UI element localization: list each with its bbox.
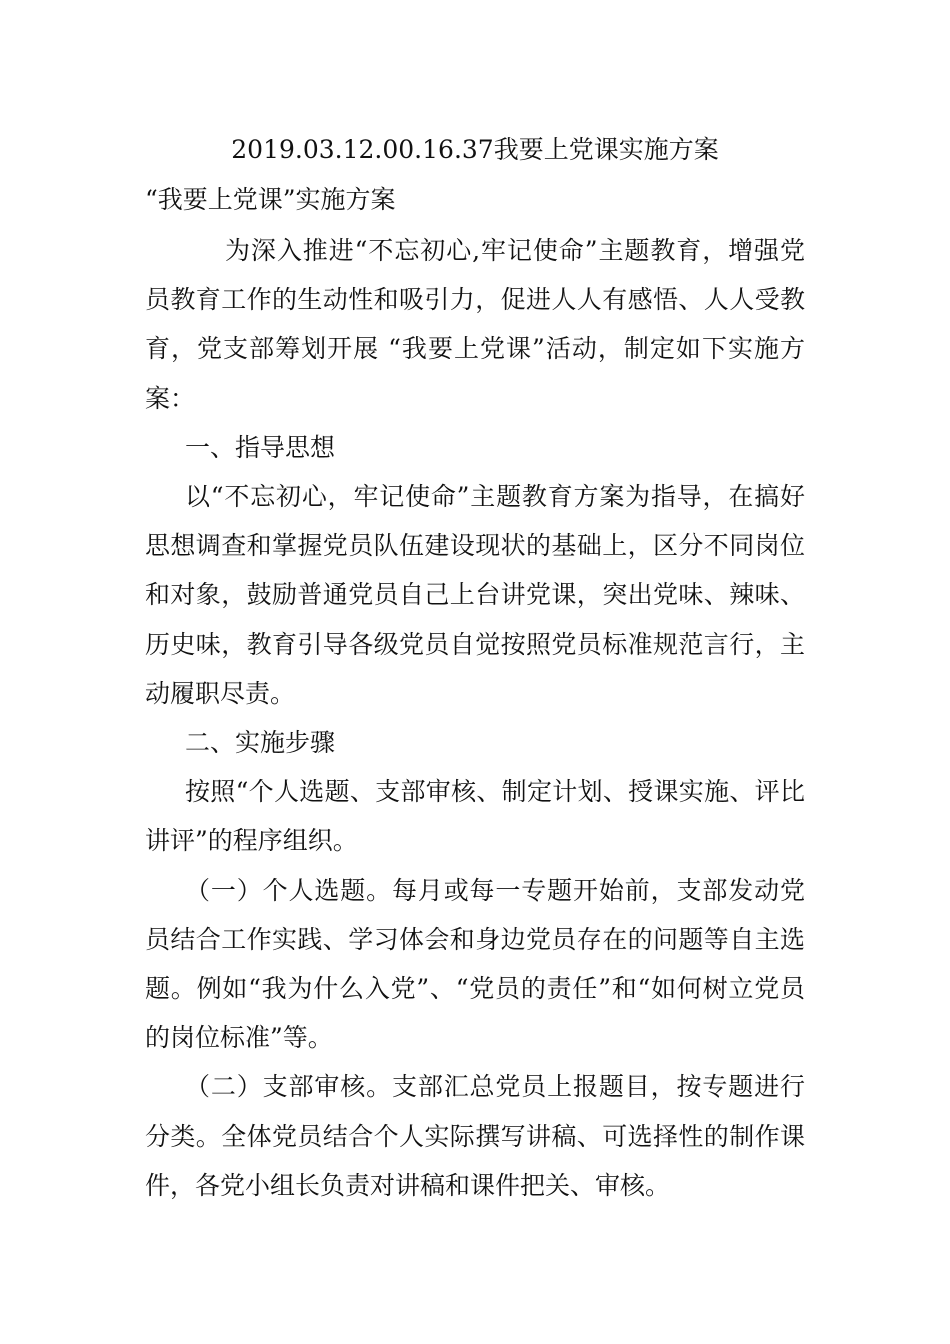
step-two-paragraph: （二）支部审核。支部汇总党员上报题目，按专题进行分类。全体党员结合个人实际撰写讲稿、可选择性的制作课件，各党小组长负责对讲稿和课件把关、审核。 [145, 1072, 805, 1200]
step-one-paragraph: （一）个人选题。每月或每一专题开始前，支部发动党员结合工作实践、学习体会和身边党员存在的问题等自主选题。例如“我为什么入党”、“党员的责任”和“如何树立党员的岗位标准”等。 [145, 875, 805, 1053]
intro-paragraph: 为深入推进“不忘初心,牢记使命”主题教育，增强党员教育工作的生动性和吸引力，促进人人有感悟、人人受教育，党支部筹划开展 “我要上党课”活动，制定如下实施方案： [145, 236, 805, 413]
guiding-thought-paragraph: 以“不忘初心，牢记使命”主题教育方案为指导，在搞好思想调查和掌握党员队伍建设现状的基础上，区分不同岗位和对象，鼓励普通党员自己上台讲党课，突出党味、辣味、历史味，教育引导各级党员自觉按照党员标准规范言行，主动履职尽责。 [145, 482, 805, 708]
document-title: 2019.03.12.00.16.37我要上党课实施方案 [231, 135, 719, 164]
implementation-procedure-paragraph: 按照“个人选题、支部审核、制定计划、授课实施、评比讲评”的程序组织。 [145, 777, 805, 856]
document-body [145, 226, 805, 1210]
section-heading-guiding-thought: 一、指导思想 [185, 432, 336, 462]
document-subtitle: “我要上党课”实施方案 [145, 185, 396, 214]
section-heading-implementation-steps: 二、实施步骤 [185, 728, 336, 758]
